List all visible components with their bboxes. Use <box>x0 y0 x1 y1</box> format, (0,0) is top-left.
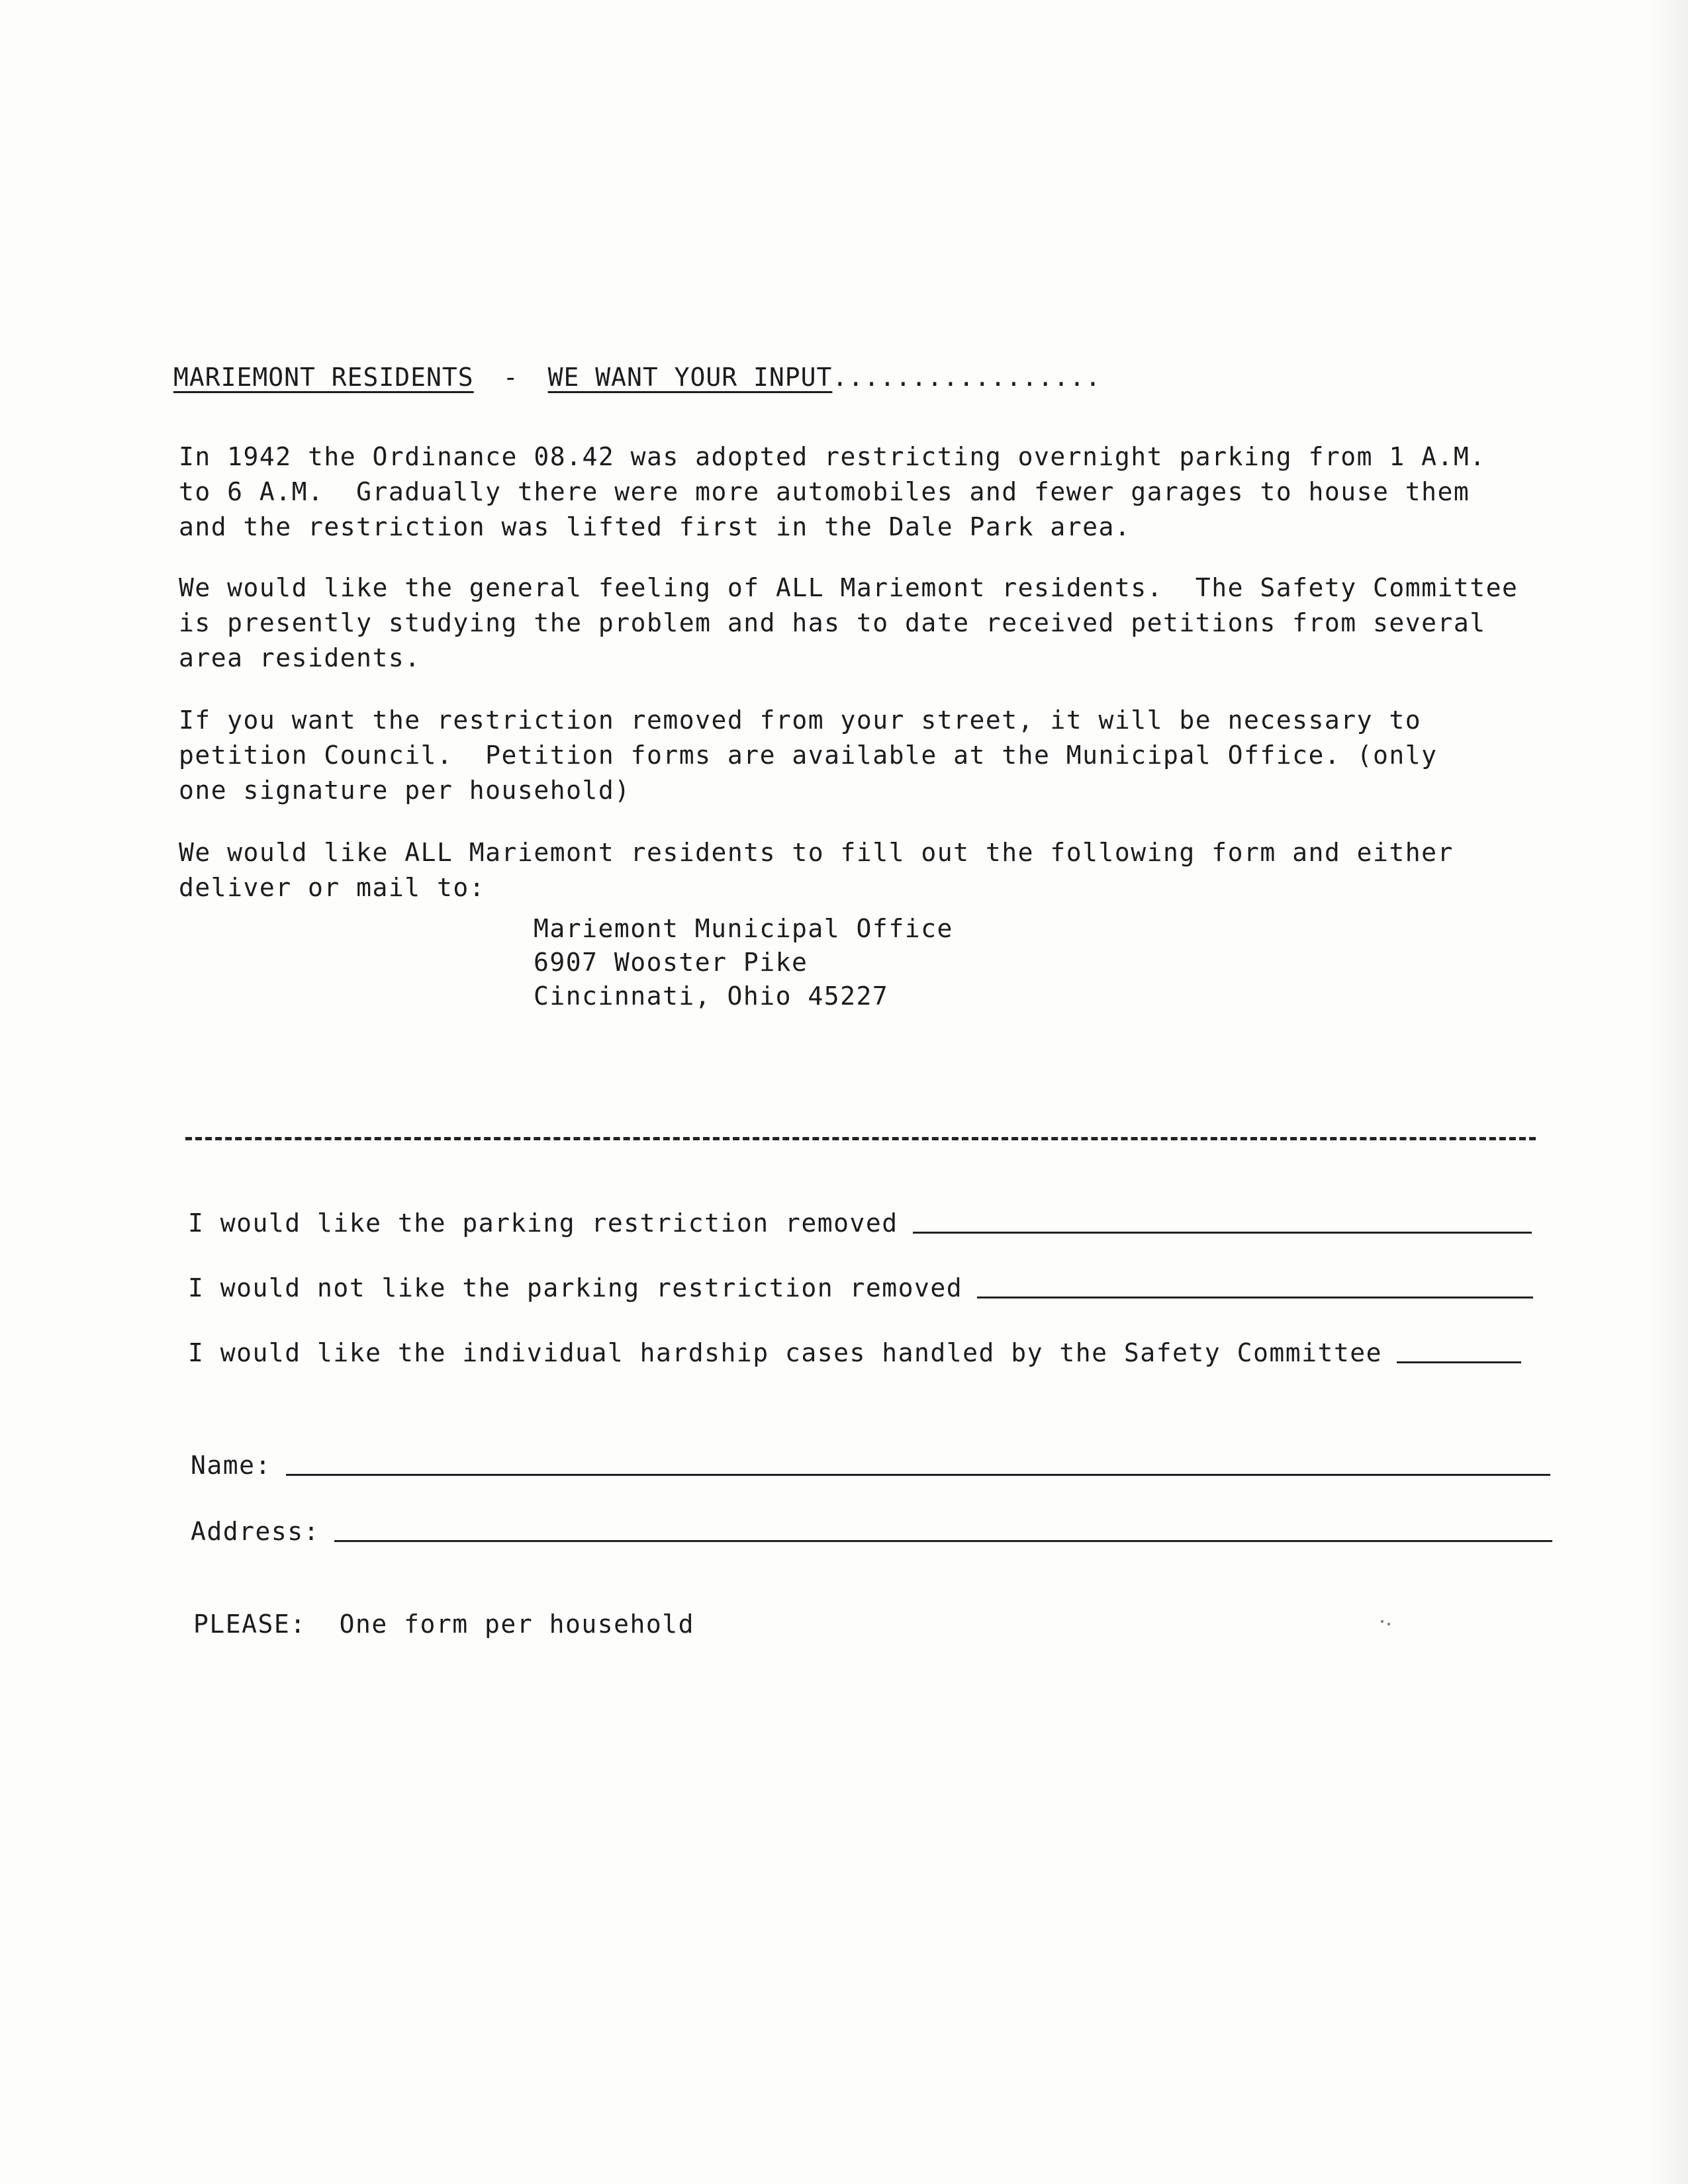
paper-speck <box>1387 1623 1390 1625</box>
address-line-city: Cincinnati, Ohio 45227 <box>534 981 889 1011</box>
option-remove <box>188 1205 1532 1238</box>
name-label: Name: <box>191 1451 271 1480</box>
page-edge-shadow <box>1648 0 1688 2184</box>
paragraph-history: In 1942 the Ordinance 08.42 was adopted restricting overnight parking from 1 A.M. to 6 A.M. Gradually there were more automobiles and fewer garages to house them and the restriction was lifted first in the Dale Park area. <box>179 442 1486 541</box>
footer-label: PLEASE: <box>193 1610 306 1639</box>
notice-heading <box>173 363 1101 392</box>
mailing-address <box>534 912 953 1013</box>
address-blank[interactable] <box>334 1540 1552 1542</box>
option-remove-label: I would like the parking restriction removed <box>188 1208 898 1238</box>
cut-line <box>185 1137 1536 1140</box>
heading-separator: - <box>502 363 519 392</box>
footer-note <box>193 1610 694 1639</box>
option-hardship <box>188 1334 1521 1367</box>
address-line-street: 6907 Wooster Pike <box>534 948 808 977</box>
option-hardship-blank[interactable] <box>1397 1361 1521 1363</box>
option-keep <box>188 1269 1533 1302</box>
paragraph-feeling: We would like the general feeling of ALL Mariemont residents. The Safety Committee is presently studying the problem and has to date received petitions from several area residents. <box>179 573 1519 672</box>
option-keep-label: I would not like the parking restriction removed <box>188 1273 963 1302</box>
option-hardship-label: I would like the individual hardship cases handled by the Safety Committee <box>188 1338 1382 1367</box>
heading-input: WE WANT YOUR INPUT <box>547 363 833 392</box>
address-label: Address: <box>191 1517 320 1546</box>
option-remove-blank[interactable] <box>913 1232 1532 1234</box>
paragraph-petition: If you want the restriction removed from your street, it will be necessary to petition Council. Petition forms are available at the Municipal Office. (only one signature per household) <box>179 705 1438 805</box>
name-blank[interactable] <box>286 1474 1550 1476</box>
heading-dots: ................. <box>832 363 1102 392</box>
name-field <box>191 1447 1550 1480</box>
paper-speck <box>1381 1620 1383 1623</box>
option-keep-blank[interactable] <box>977 1297 1533 1298</box>
address-field <box>191 1513 1552 1546</box>
footer-text: One form per household <box>339 1610 694 1639</box>
paragraph-instructions: We would like ALL Mariemont residents to fill out the following form and either deliver or mail to: <box>179 838 1454 902</box>
heading-residents: MARIEMONT RESIDENTS <box>173 363 474 392</box>
address-line-office: Mariemont Municipal Office <box>534 914 953 943</box>
